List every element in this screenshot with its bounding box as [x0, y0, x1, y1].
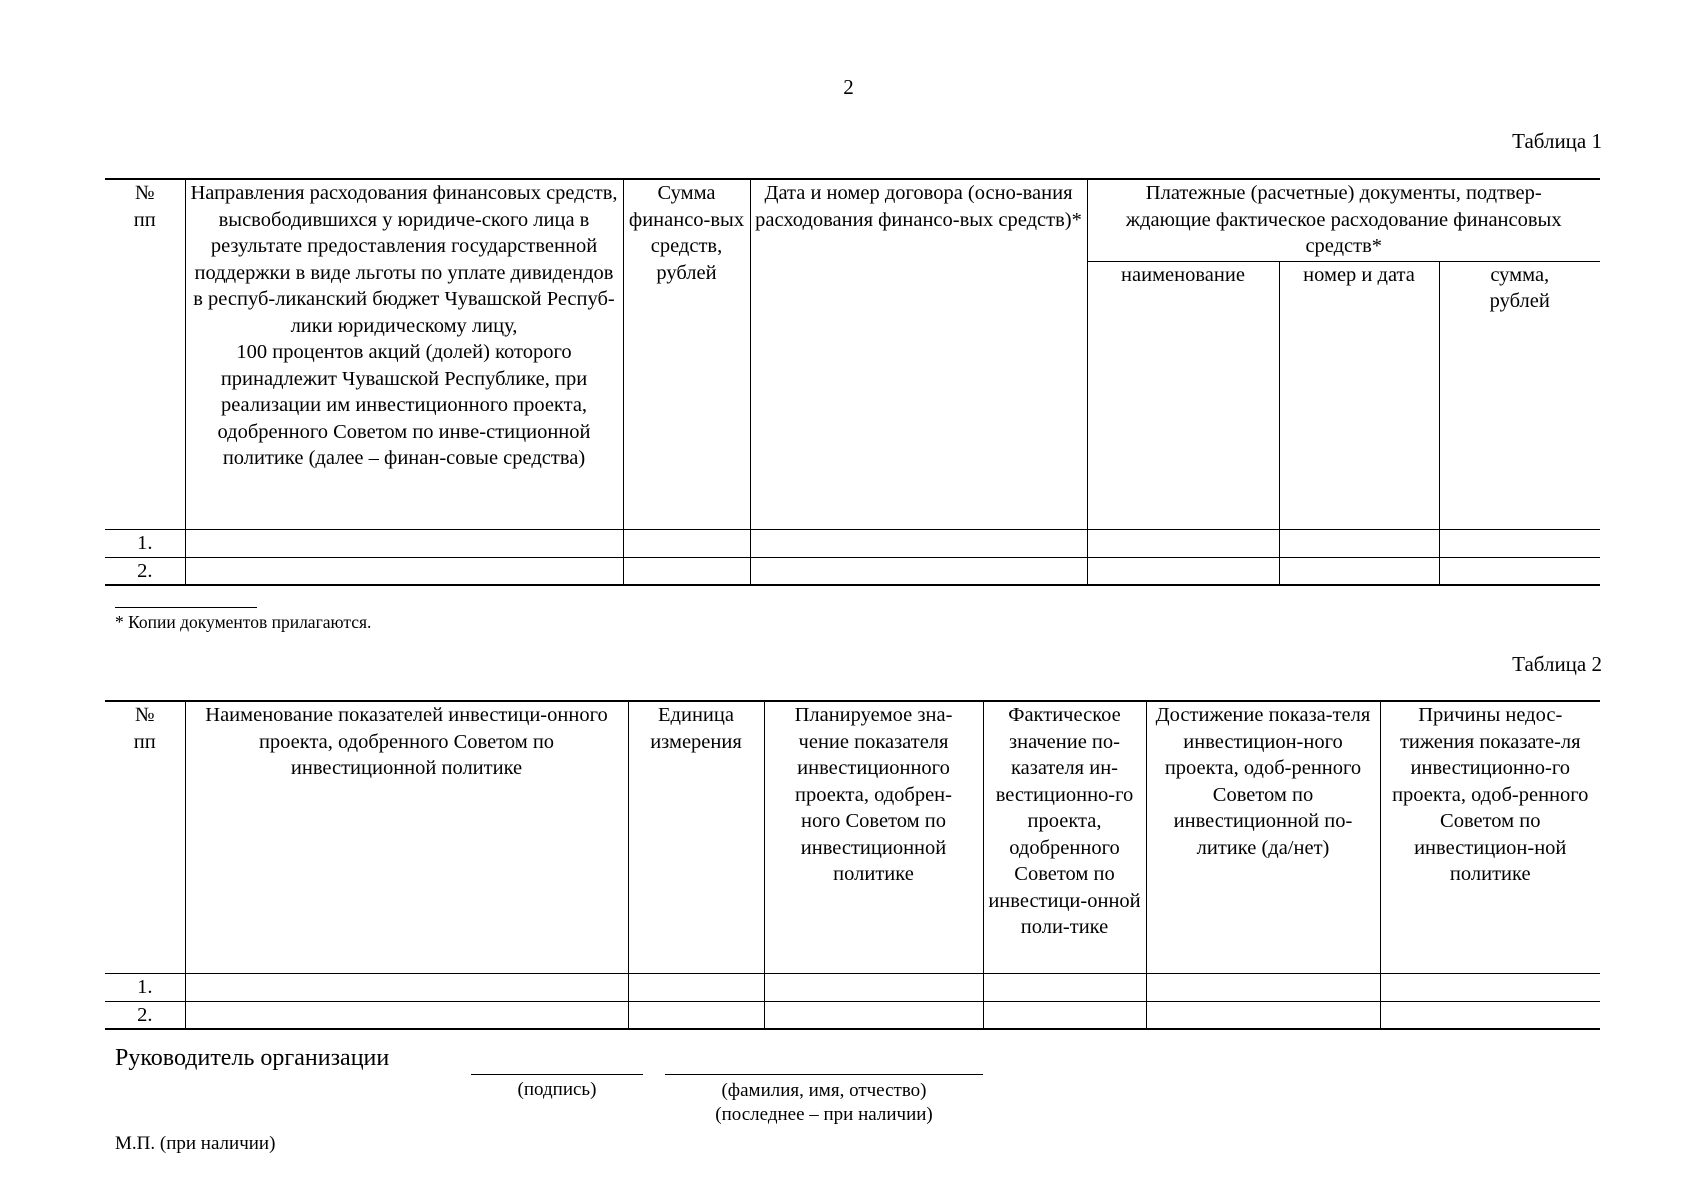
- t2-header-num: № пп: [105, 701, 185, 973]
- signature-line: [471, 1074, 643, 1075]
- t1-header-pay-sum: сумма, рублей: [1439, 261, 1600, 529]
- t2-row: [105, 973, 1600, 1001]
- t2-row-number: 2.: [105, 1001, 185, 1029]
- table2: [105, 700, 1600, 1030]
- t1-header-num: № пп: [105, 179, 185, 529]
- t1-header-pay-number-date: номер и дата: [1279, 261, 1439, 529]
- table1-caption: Таблица 1: [1512, 129, 1602, 153]
- stamp-label: М.П. (при наличии): [115, 1133, 276, 1154]
- signature-title: Руководитель организации: [115, 1045, 390, 1071]
- t1-header-contract: Дата и номер договора (осно-вания расходования финансо-вых средств)*: [750, 179, 1087, 529]
- t1-header-payment-docs: Платежные (расчетные) документы, подтвер-ждающие фактическое расходование финансовых средств*: [1087, 179, 1600, 261]
- t2-header-indicator: Наименование показателей инвестици-онного проекта, одобренного Советом по инвестиционной политике: [185, 701, 628, 973]
- t2-header-unit: Единица измерения: [628, 701, 764, 973]
- page-number: 2: [843, 75, 854, 99]
- t2-header-planned: Планируемое зна-чение показателя инвестиционного проекта, одобрен-ного Советом по инвестиционной политике: [764, 701, 983, 973]
- t1-header-direction: Направления расходования финансовых средств, высвободившихся у юридиче-ского лица в результате предоставления государственной поддержки в виде льготы по уплате дивидендов в респуб-ликанский бюджет Чувашской Респуб-лики юридическому лицу, 100 процентов акций (долей) которого принадлежит Чувашской Республике, при реализации им инвестиционного проекта, одобренного Советом по инве-стиционной политике (далее – финан-совые средства): [185, 179, 623, 529]
- t1-row-number: 2.: [105, 557, 185, 585]
- t2-row-number: 1.: [105, 973, 185, 1001]
- table2-caption: Таблица 2: [1512, 652, 1602, 676]
- t2-header-actual: Фактическое значение по-казателя ин-вестиционно-го проекта, одобренного Советом по инвестици-онной поли-тике: [983, 701, 1146, 973]
- signature-caption: (подпись): [517, 1079, 597, 1100]
- t1-row-number: 1.: [105, 529, 185, 557]
- t2-header-achieved: Достижение показа-теля инвестицион-ного проекта, одоб-ренного Советом по инвестиционной по-литике (да/нет): [1146, 701, 1380, 973]
- t1-row: [105, 557, 1600, 585]
- t1-header-pay-name: наименование: [1087, 261, 1279, 529]
- footnote-separator: [115, 607, 257, 608]
- t2-row: [105, 1001, 1600, 1029]
- name-line: [665, 1074, 983, 1075]
- t1-row: [105, 529, 1600, 557]
- t1-header-sum: Сумма финансо-вых средств, рублей: [623, 179, 750, 529]
- table1: [105, 178, 1600, 586]
- footnote: * Копии документов прилагаются.: [115, 612, 372, 632]
- t2-header-reasons: Причины недос-тижения показате-ля инвестиционно-го проекта, одоб-ренного Советом по инвестицион-ной политике: [1380, 701, 1600, 973]
- name-caption: (фамилия, имя, отчество) (последнее – при наличии): [715, 1080, 933, 1125]
